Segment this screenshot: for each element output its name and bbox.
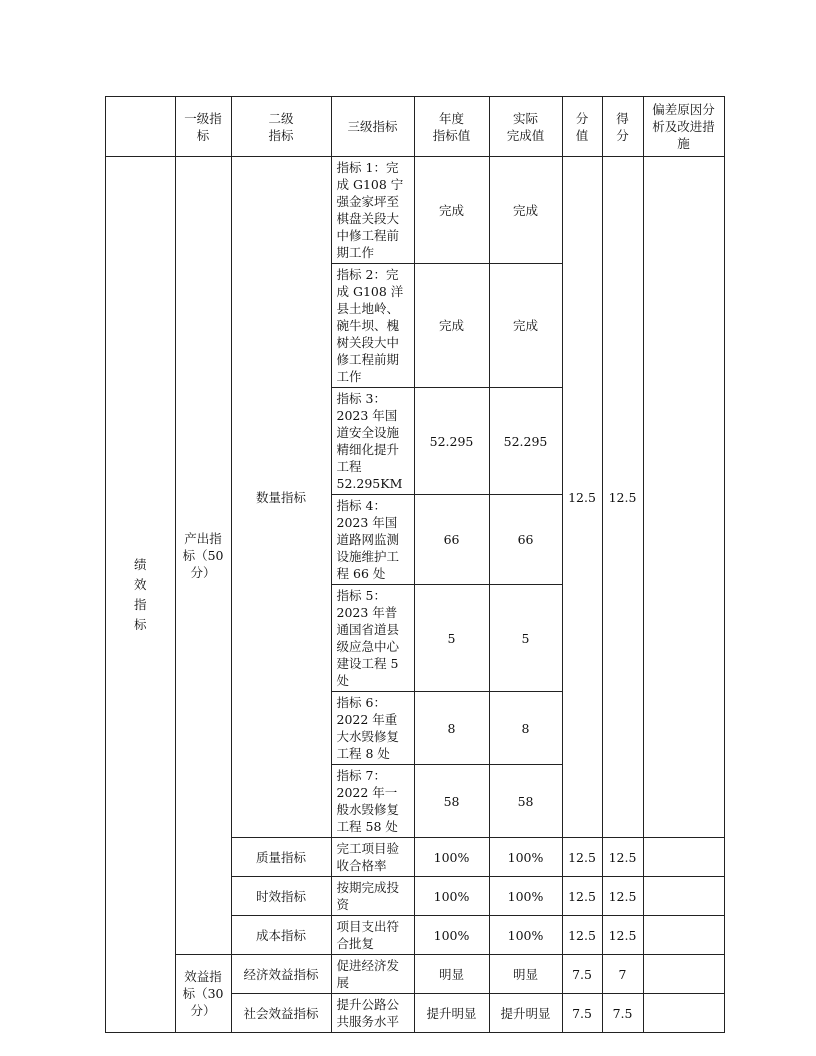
level3-cell: 完工项目验收合格率 (331, 838, 414, 877)
level3-cell: 按期完成投资 (331, 877, 414, 916)
got-cell: 12.5 (602, 916, 643, 955)
got-cell: 7 (602, 955, 643, 994)
quantity-got: 12.5 (602, 157, 643, 838)
indicator-name: 指标 6：2022 年重大水毁修复工程 8 处 (331, 692, 414, 765)
got-cell: 7.5 (602, 994, 643, 1033)
indicator-actual: 完成 (489, 264, 562, 388)
header-level3: 三级指标 (331, 97, 414, 157)
indicator-name: 指标 7：2022 年一般水毁修复工程 58 处 (331, 765, 414, 838)
level3-cell: 项目支出符合批复 (331, 916, 414, 955)
header-target: 年度 指标值 (414, 97, 489, 157)
output-label: 产出指标（50分） (175, 157, 231, 955)
score-cell: 7.5 (562, 994, 602, 1033)
score-cell: 12.5 (562, 838, 602, 877)
benefit-label: 效益指标（30分） (175, 955, 231, 1033)
header-deviation: 偏差原因分析及改进措施 (643, 97, 724, 157)
target-cell: 100% (414, 838, 489, 877)
deviation-cell (643, 994, 724, 1033)
indicator-target: 完成 (414, 157, 489, 264)
target-cell: 100% (414, 877, 489, 916)
table-row (106, 955, 725, 994)
indicator-target: 66 (414, 495, 489, 585)
quantity-label: 数量指标 (231, 157, 331, 838)
performance-table (105, 96, 725, 1033)
actual-cell: 100% (489, 838, 562, 877)
actual-cell: 提升明显 (489, 994, 562, 1033)
indicator-name: 指标 4：2023 年国道路网监测设施维护工程 66 处 (331, 495, 414, 585)
header-level2: 二级 指标 (231, 97, 331, 157)
indicator-actual: 8 (489, 692, 562, 765)
indicator-actual: 5 (489, 585, 562, 692)
actual-cell: 100% (489, 916, 562, 955)
quantity-score: 12.5 (562, 157, 602, 838)
header-score: 分 值 (562, 97, 602, 157)
score-cell: 7.5 (562, 955, 602, 994)
level2-cell: 时效指标 (231, 877, 331, 916)
indicator-actual: 完成 (489, 157, 562, 264)
target-cell: 100% (414, 916, 489, 955)
level2-cell: 经济效益指标 (231, 955, 331, 994)
deviation-cell (643, 877, 724, 916)
table-row (106, 157, 725, 264)
indicator-name: 指标 1：完成 G108 宁强金家坪至棋盘关段大中修工程前期工作 (331, 157, 414, 264)
indicator-name: 指标 2：完成 G108 洋县土地岭、碗牛坝、槐树关段大中修工程前期工作 (331, 264, 414, 388)
got-cell: 12.5 (602, 877, 643, 916)
score-cell: 12.5 (562, 916, 602, 955)
deviation-cell (643, 916, 724, 955)
target-cell: 明显 (414, 955, 489, 994)
indicator-target: 52.295 (414, 388, 489, 495)
level3-cell: 提升公路公共服务水平 (331, 994, 414, 1033)
deviation-cell (643, 955, 724, 994)
level2-cell: 社会效益指标 (231, 994, 331, 1033)
indicator-target: 8 (414, 692, 489, 765)
level2-cell: 成本指标 (231, 916, 331, 955)
indicator-actual: 66 (489, 495, 562, 585)
indicator-target: 5 (414, 585, 489, 692)
header-got: 得 分 (602, 97, 643, 157)
indicator-name: 指标 3：2023 年国道安全设施精细化提升工程 52.295KM (331, 388, 414, 495)
header-row (106, 97, 725, 157)
header-category (106, 97, 176, 157)
actual-cell: 100% (489, 877, 562, 916)
indicator-target: 58 (414, 765, 489, 838)
indicator-name: 指标 5：2023 年普通国省道县级应急中心建设工程 5 处 (331, 585, 414, 692)
indicator-actual: 52.295 (489, 388, 562, 495)
header-actual: 实际 完成值 (489, 97, 562, 157)
indicator-target: 完成 (414, 264, 489, 388)
category-cell: 绩效指标 (106, 157, 176, 1033)
actual-cell: 明显 (489, 955, 562, 994)
score-cell: 12.5 (562, 877, 602, 916)
target-cell: 提升明显 (414, 994, 489, 1033)
quantity-deviation (643, 157, 724, 838)
level2-cell: 质量指标 (231, 838, 331, 877)
header-level1: 一级指标 (175, 97, 231, 157)
indicator-actual: 58 (489, 765, 562, 838)
level3-cell: 促进经济发展 (331, 955, 414, 994)
deviation-cell (643, 838, 724, 877)
got-cell: 12.5 (602, 838, 643, 877)
